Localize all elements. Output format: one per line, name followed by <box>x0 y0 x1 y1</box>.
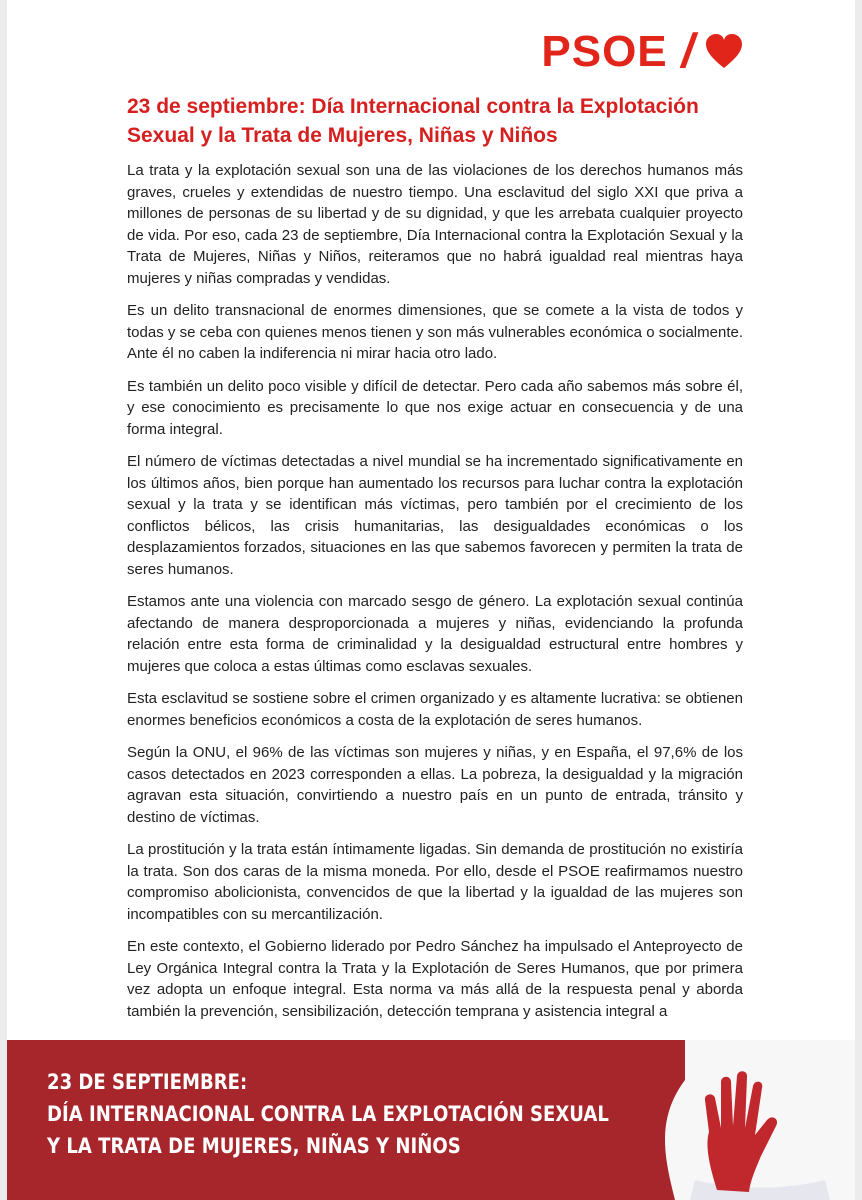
banner-text <box>47 1066 609 1162</box>
heart-icon <box>705 34 743 70</box>
psoe-logo <box>541 25 743 78</box>
logo-slash: / <box>677 25 700 78</box>
banner-line-3: Y LA TRATA DE MUJERES, NIÑAS Y NIÑOS <box>47 1134 461 1158</box>
paragraph: En este contexto, el Gobierno liderado por Pedro Sánchez ha impulsado el Anteproyecto de Ley Orgánica Integral contra la Trata y la Explotación de Seres Humanos, que por primera vez adopta un enfoque integral. Esta norma va más allá de la respuesta penal y aborda también la prevención, sensibilización, detección temprana y asistencia integral a <box>127 938 743 1020</box>
logo-text: PSOE <box>541 27 668 76</box>
document-page <box>7 0 855 1200</box>
red-hand-icon <box>625 1040 855 1200</box>
banner-line-2: DÍA INTERNACIONAL CONTRA LA EXPLOTACIÓN SEXUAL <box>47 1102 609 1126</box>
paragraph: Estamos ante una violencia con marcado sesgo de género. La explotación sexual continúa afectando de manera desproporcionada a mujeres y niñas, evidenciando la profunda relación entre esta forma de criminalidad y la desigualdad estructural entre hombres y mujeres que coloca a estas últimas como esclavas sexuales. <box>127 593 743 675</box>
paragraph: La prostitución y la trata están íntimamente ligadas. Sin demanda de prostitución no existiría la trata. Son dos caras de la misma moneda. Por ello, desde el PSOE reafirmamos nuestro compromiso abolicionista, convencidos de que la libertad y la igualdad de las mujeres son incompatibles con su mercantilización. <box>127 841 743 923</box>
page-title: 23 de septiembre: Día Internacional contra la Explotación Sexual y la Trata de Mujeres, Niñas y Niños <box>127 95 699 147</box>
paragraph: Es también un delito poco visible y difícil de detectar. Pero cada año sabemos más sobre él, y ese conocimiento es precisamente lo que nos exige actuar en consecuencia y de una forma integral. <box>127 377 743 438</box>
footer-banner <box>7 1040 855 1200</box>
article-body <box>127 160 743 1033</box>
banner-line-1: 23 DE SEPTIEMBRE: <box>47 1070 248 1094</box>
paragraph: Esta esclavitud se sostiene sobre el crimen organizado y es altamente lucrativa: se obtienen enormes beneficios económicos a costa de la explotación de seres humanos. <box>127 690 743 729</box>
paragraph: El número de víctimas detectadas a nivel mundial se ha incrementado significativamente en los últimos años, bien porque han aumentado los recursos para luchar contra la explotación sexual y la trata y se identifican más víctimas, pero también por el crecimiento de los conflictos bélicos, las crisis humanitarias, las desigualdades económicas o los desplazamientos forzados, situaciones en las que sabemos favorecen y permiten la trata de seres humanos. <box>127 453 743 578</box>
paragraph: Es un delito transnacional de enormes dimensiones, que se comete a la vista de todos y todas y se ceba con quienes menos tienen y son más vulnerables económica o socialmente. Ante él no caben la indiferencia ni mirar hacia otro lado. <box>127 302 743 362</box>
paragraph: La trata y la explotación sexual son una de las violaciones de los derechos humanos más graves, crueles y extendidas de nuestro tiempo. Una esclavitud del siglo XXI que priva a millones de personas de su libertad y de su dignidad, y que les arrebata cualquier proyecto de vida. Por eso, cada 23 de septiembre, Día Internacional contra la Explotación Sexual y la Trata de Mujeres, Niñas y Niños, reiteramos que no habrá igualdad real mientras haya mujeres y niñas compradas y vendidas. <box>127 162 743 287</box>
paragraph: Según la ONU, el 96% de las víctimas son mujeres y niñas, y en España, el 97,6% de los casos detectados en 2023 corresponden a ellas. La pobreza, la desigualdad y la migración agravan esta situación, convirtiendo a nuestro país en un punto de entrada, tránsito y destino de víctimas. <box>127 744 743 826</box>
